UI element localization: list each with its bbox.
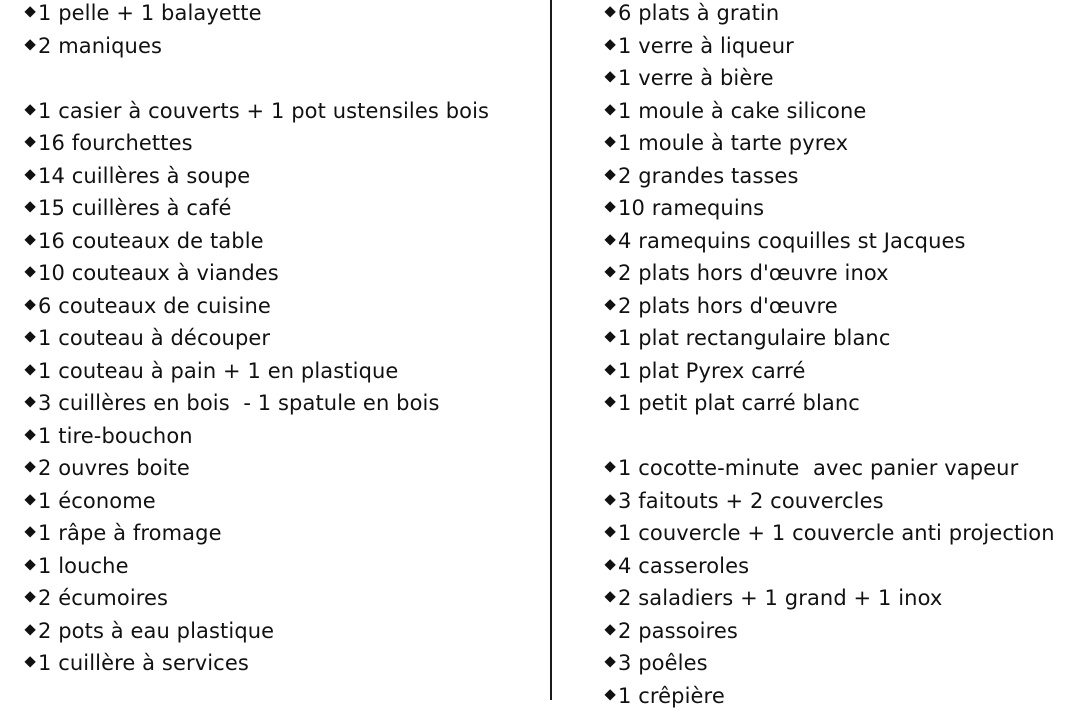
diamond-bullet-icon	[24, 39, 35, 50]
item-text: 1 moule à tarte pyrex	[618, 131, 848, 155]
item-text: 1 couteau à pain + 1 en plastique	[38, 359, 398, 383]
column-divider	[550, 0, 552, 700]
item-text: 1 plat Pyrex carré	[618, 359, 805, 383]
diamond-bullet-icon	[604, 364, 615, 375]
list-item	[602, 225, 1055, 258]
item-text: 2 écumoires	[38, 586, 168, 610]
item-text: 6 plats à gratin	[618, 1, 779, 25]
diamond-bullet-icon	[604, 104, 615, 115]
diamond-bullet-icon	[24, 526, 35, 537]
right-inventory-list	[602, 0, 1055, 712]
item-text: 1 crêpière	[618, 684, 725, 708]
item-text: 2 passoires	[618, 619, 738, 643]
list-item	[22, 127, 489, 160]
list-item	[22, 95, 489, 128]
list-item	[22, 550, 489, 583]
item-text: 1 petit plat carré blanc	[618, 391, 860, 415]
list-spacer	[22, 62, 489, 95]
list-item	[602, 290, 1055, 323]
left-inventory-list	[22, 0, 489, 680]
diamond-bullet-icon	[24, 559, 35, 570]
diamond-bullet-icon	[604, 169, 615, 180]
diamond-bullet-icon	[24, 266, 35, 277]
list-item	[602, 127, 1055, 160]
list-item	[602, 0, 1055, 30]
list-item	[22, 355, 489, 388]
list-item	[22, 322, 489, 355]
item-text: 2 plats hors d'œuvre inox	[618, 261, 889, 285]
item-text: 1 louche	[38, 554, 129, 578]
list-item	[602, 322, 1055, 355]
list-item	[22, 160, 489, 193]
list-item	[22, 647, 489, 680]
list-item	[602, 615, 1055, 648]
item-text: 1 couteau à découper	[38, 326, 270, 350]
list-item	[602, 192, 1055, 225]
item-text: 1 verre à bière	[618, 66, 774, 90]
diamond-bullet-icon	[24, 591, 35, 602]
diamond-bullet-icon	[24, 201, 35, 212]
list-item	[22, 192, 489, 225]
diamond-bullet-icon	[604, 461, 615, 472]
list-item	[602, 30, 1055, 63]
diamond-bullet-icon	[604, 559, 615, 570]
list-item	[602, 452, 1055, 485]
list-item	[22, 420, 489, 453]
list-spacer	[602, 420, 1055, 453]
item-text: 1 râpe à fromage	[38, 521, 222, 545]
list-item	[602, 680, 1055, 712]
item-text: 1 verre à liqueur	[618, 34, 794, 58]
diamond-bullet-icon	[24, 136, 35, 147]
diamond-bullet-icon	[604, 656, 615, 667]
diamond-bullet-icon	[604, 266, 615, 277]
item-text: 4 casseroles	[618, 554, 749, 578]
item-text: 14 cuillères à soupe	[38, 164, 250, 188]
item-text: 16 fourchettes	[38, 131, 193, 155]
diamond-bullet-icon	[24, 6, 35, 17]
list-item	[602, 355, 1055, 388]
list-item	[602, 485, 1055, 518]
diamond-bullet-icon	[24, 234, 35, 245]
item-text: 10 ramequins	[618, 196, 764, 220]
item-text: 3 cuillères en bois - 1 spatule en bois	[38, 391, 440, 415]
list-item	[22, 0, 489, 30]
item-text: 1 tire-bouchon	[38, 424, 193, 448]
item-text: 1 cocotte-minute avec panier vapeur	[618, 456, 1018, 480]
diamond-bullet-icon	[604, 299, 615, 310]
list-item	[22, 615, 489, 648]
list-item	[22, 582, 489, 615]
item-text: 1 économe	[38, 489, 156, 513]
diamond-bullet-icon	[24, 299, 35, 310]
item-text: 2 pots à eau plastique	[38, 619, 274, 643]
diamond-bullet-icon	[24, 494, 35, 505]
list-item	[22, 30, 489, 63]
item-text: 2 grandes tasses	[618, 164, 799, 188]
list-item	[22, 257, 489, 290]
diamond-bullet-icon	[24, 461, 35, 472]
item-text: 1 pelle + 1 balayette	[38, 1, 262, 25]
item-text: 4 ramequins coquilles st Jacques	[618, 229, 966, 253]
diamond-bullet-icon	[604, 591, 615, 602]
diamond-bullet-icon	[604, 494, 615, 505]
item-text: 15 cuillères à café	[38, 196, 232, 220]
diamond-bullet-icon	[24, 364, 35, 375]
list-item	[602, 95, 1055, 128]
list-item	[602, 257, 1055, 290]
list-item	[602, 62, 1055, 95]
list-item	[602, 550, 1055, 583]
item-text: 1 cuillère à services	[38, 651, 249, 675]
list-item	[602, 582, 1055, 615]
list-item	[602, 647, 1055, 680]
item-text: 2 saladiers + 1 grand + 1 inox	[618, 586, 942, 610]
item-text: 10 couteaux à viandes	[38, 261, 279, 285]
diamond-bullet-icon	[604, 71, 615, 82]
diamond-bullet-icon	[604, 526, 615, 537]
diamond-bullet-icon	[604, 331, 615, 342]
diamond-bullet-icon	[24, 396, 35, 407]
diamond-bullet-icon	[24, 624, 35, 635]
item-text: 16 couteaux de table	[38, 229, 264, 253]
list-item	[602, 160, 1055, 193]
diamond-bullet-icon	[24, 104, 35, 115]
item-text: 1 couvercle + 1 couvercle anti projection	[618, 521, 1055, 545]
diamond-bullet-icon	[604, 396, 615, 407]
item-text: 6 couteaux de cuisine	[38, 294, 271, 318]
item-text: 1 casier à couverts + 1 pot ustensiles bois	[38, 99, 489, 123]
list-item	[22, 517, 489, 550]
diamond-bullet-icon	[604, 39, 615, 50]
diamond-bullet-icon	[24, 656, 35, 667]
diamond-bullet-icon	[24, 429, 35, 440]
item-text: 2 ouvres boite	[38, 456, 190, 480]
item-text: 1 plat rectangulaire blanc	[618, 326, 890, 350]
diamond-bullet-icon	[604, 234, 615, 245]
list-item	[22, 485, 489, 518]
list-item	[22, 387, 489, 420]
list-item	[602, 517, 1055, 550]
item-text: 1 moule à cake silicone	[618, 99, 866, 123]
diamond-bullet-icon	[24, 331, 35, 342]
item-text: 3 faitouts + 2 couvercles	[618, 489, 884, 513]
item-text: 3 poêles	[618, 651, 708, 675]
item-text: 2 plats hors d'œuvre	[618, 294, 838, 318]
list-item	[602, 387, 1055, 420]
diamond-bullet-icon	[24, 169, 35, 180]
diamond-bullet-icon	[604, 689, 615, 700]
list-item	[22, 225, 489, 258]
list-item	[22, 290, 489, 323]
diamond-bullet-icon	[604, 201, 615, 212]
diamond-bullet-icon	[604, 6, 615, 17]
item-text: 2 maniques	[38, 34, 162, 58]
list-item	[22, 452, 489, 485]
diamond-bullet-icon	[604, 136, 615, 147]
diamond-bullet-icon	[604, 624, 615, 635]
